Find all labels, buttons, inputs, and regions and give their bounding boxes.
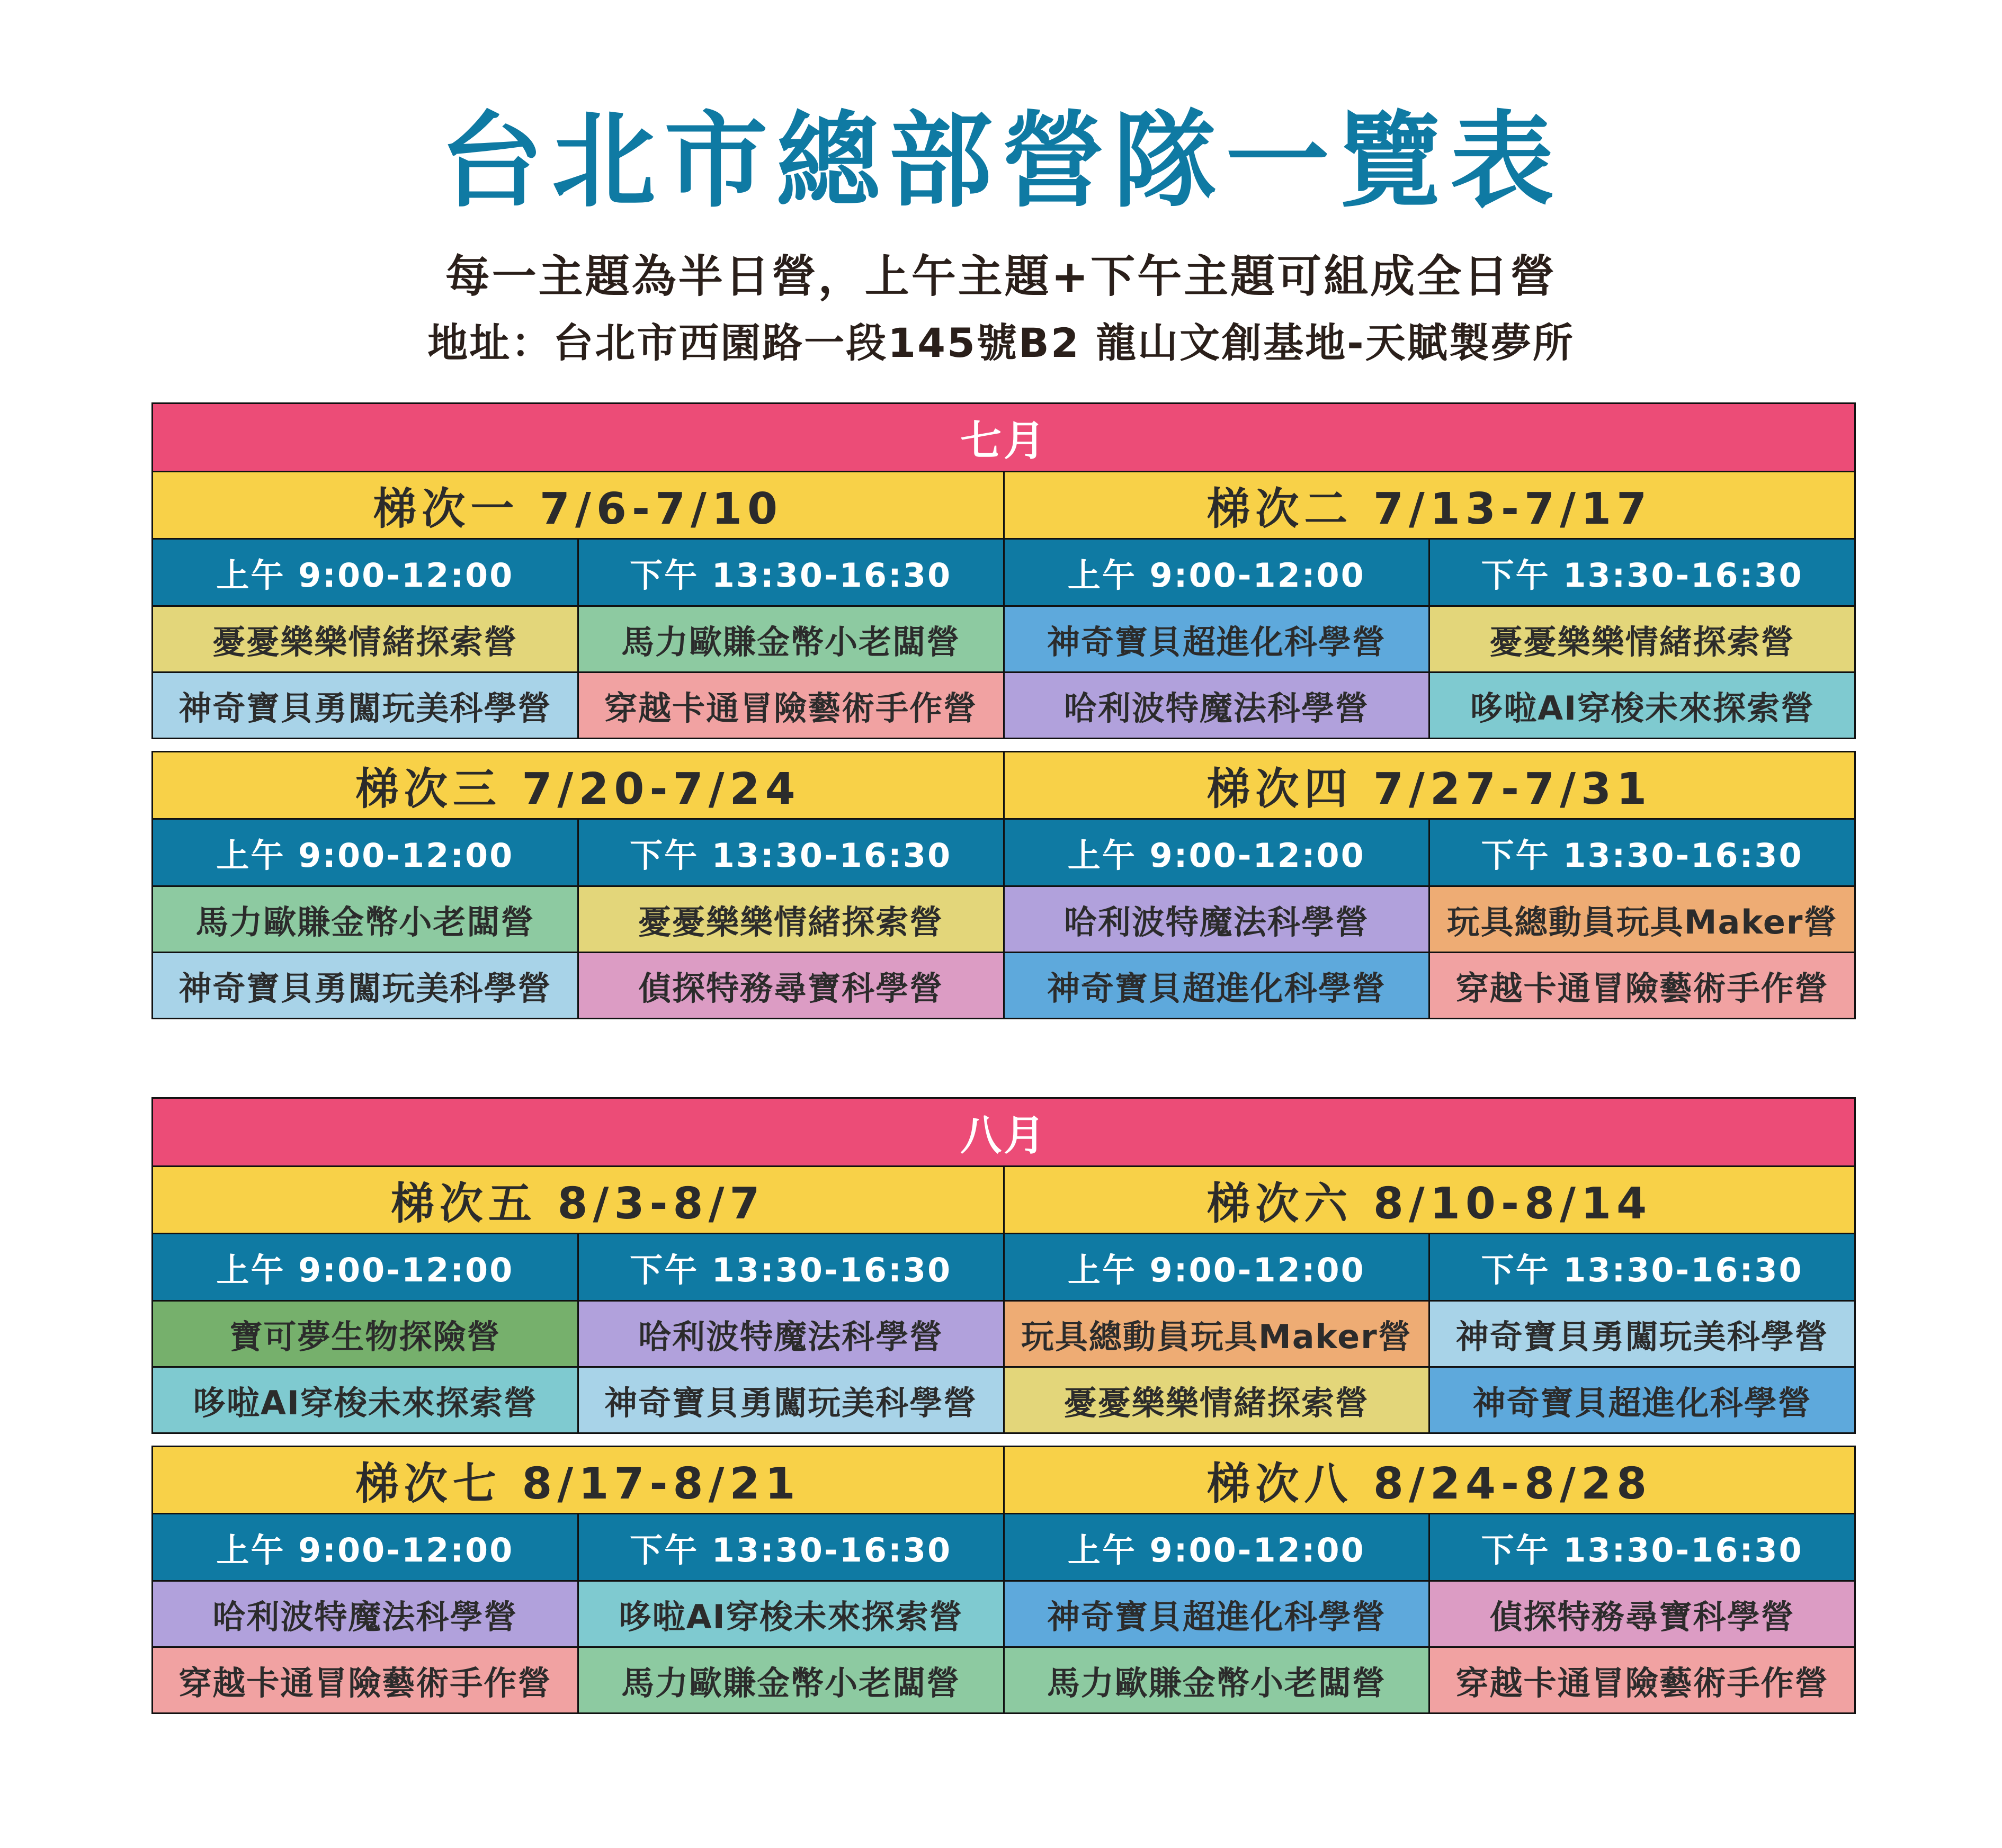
month-header: 八月 (153, 1099, 1854, 1165)
batch-header: 梯次七 8/17-8/21 (153, 1447, 1003, 1513)
morning-time-header: 上午 9:00-12:00 (1005, 540, 1429, 605)
camp-cell: 馬力歐賺金幣小老闆營 (1005, 1648, 1429, 1712)
morning-time-header: 上午 9:00-12:00 (153, 540, 577, 605)
afternoon-time-header: 下午 13:30-16:30 (579, 540, 1003, 605)
camp-cell: 哆啦AI穿梭未來探索營 (579, 1582, 1003, 1646)
camp-cell: 穿越卡通冒險藝術手作營 (1430, 953, 1854, 1018)
month-table-august (151, 1097, 1856, 1714)
camp-cell: 馬力歐賺金幣小老闆營 (153, 887, 577, 952)
camp-cell: 憂憂樂樂情緒探索營 (1005, 1368, 1429, 1432)
camp-cell: 憂憂樂樂情緒探索營 (579, 887, 1003, 952)
camp-cell: 憂憂樂樂情緒探索營 (1430, 607, 1854, 671)
afternoon-time-header: 下午 13:30-16:30 (1430, 820, 1854, 885)
afternoon-time-header: 下午 13:30-16:30 (1430, 540, 1854, 605)
morning-time-header: 上午 9:00-12:00 (1005, 1234, 1429, 1300)
morning-time-header: 上午 9:00-12:00 (153, 1514, 577, 1580)
camp-cell: 神奇寶貝超進化科學營 (1005, 953, 1429, 1018)
camp-cell: 神奇寶貝勇闖玩美科學營 (1430, 1302, 1854, 1366)
page-title: 台北市總部營隊一覽表 (439, 101, 1562, 222)
camp-cell: 玩具總動員玩具Maker營 (1430, 887, 1854, 952)
batch-header: 梯次五 8/3-8/7 (153, 1167, 1003, 1233)
camp-cell: 寶可夢生物探險營 (153, 1302, 577, 1366)
camp-cell: 神奇寶貝勇闖玩美科學營 (579, 1368, 1003, 1432)
camp-cell: 哈利波特魔法科學營 (153, 1582, 577, 1646)
camp-cell: 憂憂樂樂情緒探索營 (153, 607, 577, 671)
subtitle: 每一主題為半日營，上午主題+下午主題可組成全日營 (445, 250, 1557, 302)
section-gap (151, 739, 1856, 751)
camp-cell: 馬力歐賺金幣小老闆營 (579, 607, 1003, 671)
camp-cell: 玩具總動員玩具Maker營 (1005, 1302, 1429, 1366)
morning-time-header: 上午 9:00-12:00 (153, 820, 577, 885)
camp-cell: 神奇寶貝勇闖玩美科學營 (153, 953, 577, 1018)
batch-header: 梯次四 7/27-7/31 (1005, 752, 1855, 818)
batch-header: 梯次三 7/20-7/24 (153, 752, 1003, 818)
camp-cell: 哈利波特魔法科學營 (579, 1302, 1003, 1366)
morning-time-header: 上午 9:00-12:00 (1005, 820, 1429, 885)
camp-cell: 哈利波特魔法科學營 (1005, 673, 1429, 738)
camp-cell: 神奇寶貝超進化科學營 (1005, 1582, 1429, 1646)
afternoon-time-header: 下午 13:30-16:30 (579, 820, 1003, 885)
batch-header: 梯次二 7/13-7/17 (1005, 472, 1855, 538)
camp-cell: 偵探特務尋寶科學營 (1430, 1582, 1854, 1646)
camp-cell: 馬力歐賺金幣小老闆營 (579, 1648, 1003, 1712)
camp-cell: 偵探特務尋寶科學營 (579, 953, 1003, 1018)
address: 地址：台北市西園路一段145號B2 龍山文創基地-天賦製夢所 (427, 319, 1575, 366)
morning-time-header: 上午 9:00-12:00 (1005, 1514, 1429, 1580)
section-gap (151, 1434, 1856, 1446)
batch-header: 梯次一 7/6-7/10 (153, 472, 1003, 538)
month-header: 七月 (153, 404, 1854, 471)
morning-time-header: 上午 9:00-12:00 (153, 1234, 577, 1300)
camp-cell: 哆啦AI穿梭未來探索營 (1430, 673, 1854, 738)
afternoon-time-header: 下午 13:30-16:30 (579, 1514, 1003, 1580)
month-table-july (151, 402, 1856, 1019)
camp-cell: 神奇寶貝超進化科學營 (1005, 607, 1429, 671)
afternoon-time-header: 下午 13:30-16:30 (579, 1234, 1003, 1300)
camp-cell: 神奇寶貝勇闖玩美科學營 (153, 673, 577, 738)
camp-cell: 神奇寶貝超進化科學營 (1430, 1368, 1854, 1432)
afternoon-time-header: 下午 13:30-16:30 (1430, 1234, 1854, 1300)
camp-cell: 穿越卡通冒險藝術手作營 (1430, 1648, 1854, 1712)
afternoon-time-header: 下午 13:30-16:30 (1430, 1514, 1854, 1580)
camp-cell: 穿越卡通冒險藝術手作營 (153, 1648, 577, 1712)
batch-header: 梯次六 8/10-8/14 (1005, 1167, 1855, 1233)
camp-cell: 哆啦AI穿梭未來探索營 (153, 1368, 577, 1432)
camp-cell: 哈利波特魔法科學營 (1005, 887, 1429, 952)
camp-cell: 穿越卡通冒險藝術手作營 (579, 673, 1003, 738)
batch-header: 梯次八 8/24-8/28 (1005, 1447, 1855, 1513)
